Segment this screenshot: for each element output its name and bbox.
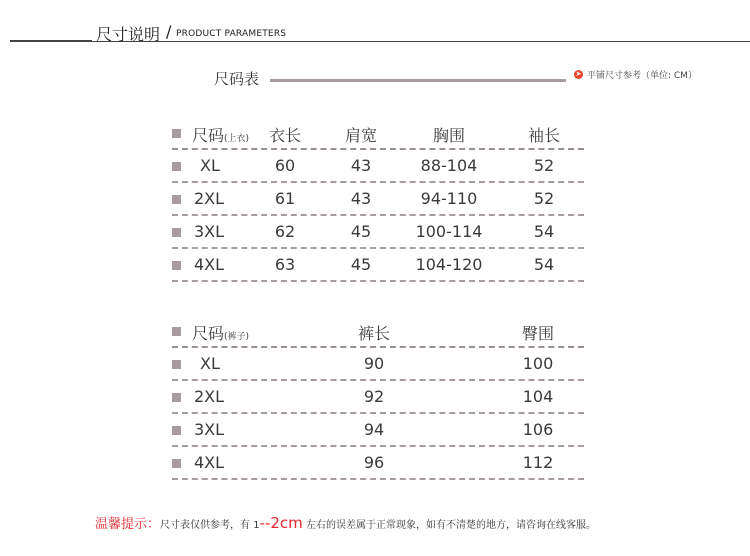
- cell-size: 2XL: [194, 387, 225, 406]
- arrow-right-circle-icon: ➤: [575, 70, 582, 78]
- cell-length: 60: [274, 156, 296, 175]
- cell-sleeve: 52: [533, 156, 555, 175]
- cell-hip: 112: [522, 453, 554, 472]
- bullet-square-icon: [172, 228, 181, 237]
- dashed-divider: [172, 280, 584, 282]
- cell-size: 2XL: [194, 189, 225, 208]
- pants-size-table: [172, 315, 584, 480]
- cell-hip: 104: [522, 387, 554, 406]
- cell-sleeve: 52: [533, 189, 555, 208]
- table-row: [172, 216, 584, 249]
- bullet-square-icon: [172, 162, 181, 171]
- header-hip: 臀围: [521, 324, 555, 343]
- cell-pants-length: 92: [363, 387, 385, 406]
- cell-length: 62: [274, 222, 296, 241]
- bullet-square-icon: [172, 393, 181, 402]
- header-chest: 胸围: [432, 126, 466, 145]
- header-size: 尺码(上衣): [192, 126, 250, 145]
- cell-shoulder: 43: [350, 156, 372, 175]
- table-header-row: [172, 315, 584, 348]
- measurement-note: 平铺尺寸参考（单位: CM）: [587, 71, 697, 81]
- table-row: [172, 249, 584, 282]
- cell-shoulder: 45: [350, 222, 372, 241]
- cell-shoulder: 43: [350, 189, 372, 208]
- cell-shoulder: 45: [350, 255, 372, 274]
- dashed-divider: [172, 478, 584, 480]
- warning-label: 温馨提示：: [95, 517, 161, 532]
- cell-size: 3XL: [194, 420, 225, 439]
- bullet-square-icon: [172, 129, 181, 138]
- cell-pants-length: 96: [363, 453, 385, 472]
- disclaimer-post: 左右的误差属于正常现象，如有不清楚的地方，请咨询在线客服。: [302, 520, 596, 531]
- section-subtitle: PRODUCT PARAMETERS: [176, 29, 287, 39]
- tolerance-range: --2cm: [259, 514, 303, 532]
- size-disclaimer: [95, 513, 596, 532]
- bullet-square-icon: [172, 195, 181, 204]
- cell-pants-length: 94: [363, 420, 385, 439]
- cell-length: 61: [274, 189, 296, 208]
- cell-length: 63: [274, 255, 296, 274]
- cell-chest: 100-114: [415, 222, 483, 241]
- cell-hip: 100: [522, 354, 554, 373]
- cell-chest: 88-104: [420, 156, 478, 175]
- table-row: [172, 348, 584, 381]
- table-row: [172, 183, 584, 216]
- table-row: [172, 150, 584, 183]
- table-row: [172, 381, 584, 414]
- cell-size: 4XL: [194, 255, 225, 274]
- table-row: [172, 447, 584, 480]
- cell-size: XL: [200, 156, 220, 175]
- cell-size: 4XL: [194, 453, 225, 472]
- header-pants-length: 裤长: [357, 324, 391, 343]
- section-title-slash: /: [166, 22, 172, 41]
- tops-size-table: [172, 117, 584, 282]
- bullet-square-icon: [172, 459, 181, 468]
- cell-chest: 94-110: [420, 189, 478, 208]
- header-size: 尺码(裤子): [192, 324, 250, 343]
- table-header-row: [172, 117, 584, 150]
- disclaimer-pre: 尺寸表仅供参考，有 1: [160, 520, 260, 531]
- cell-size: XL: [200, 354, 220, 373]
- bullet-square-icon: [172, 261, 181, 270]
- cell-sleeve: 54: [533, 222, 555, 241]
- cell-chest: 104-120: [415, 255, 483, 274]
- header-shoulder: 肩宽: [344, 126, 378, 145]
- header-length: 衣长: [268, 126, 302, 145]
- cell-size: 3XL: [194, 222, 225, 241]
- cell-pants-length: 90: [363, 354, 385, 373]
- size-chart-title: 尺码表: [214, 70, 260, 88]
- size-chart-rule: [270, 79, 566, 82]
- bullet-square-icon: [172, 327, 181, 336]
- header-sleeve: 袖长: [527, 126, 561, 145]
- cell-sleeve: 54: [533, 255, 555, 274]
- bullet-square-icon: [172, 360, 181, 369]
- bullet-square-icon: [172, 426, 181, 435]
- cell-hip: 106: [522, 420, 554, 439]
- section-title: 尺寸说明: [96, 25, 161, 44]
- table-row: [172, 414, 584, 447]
